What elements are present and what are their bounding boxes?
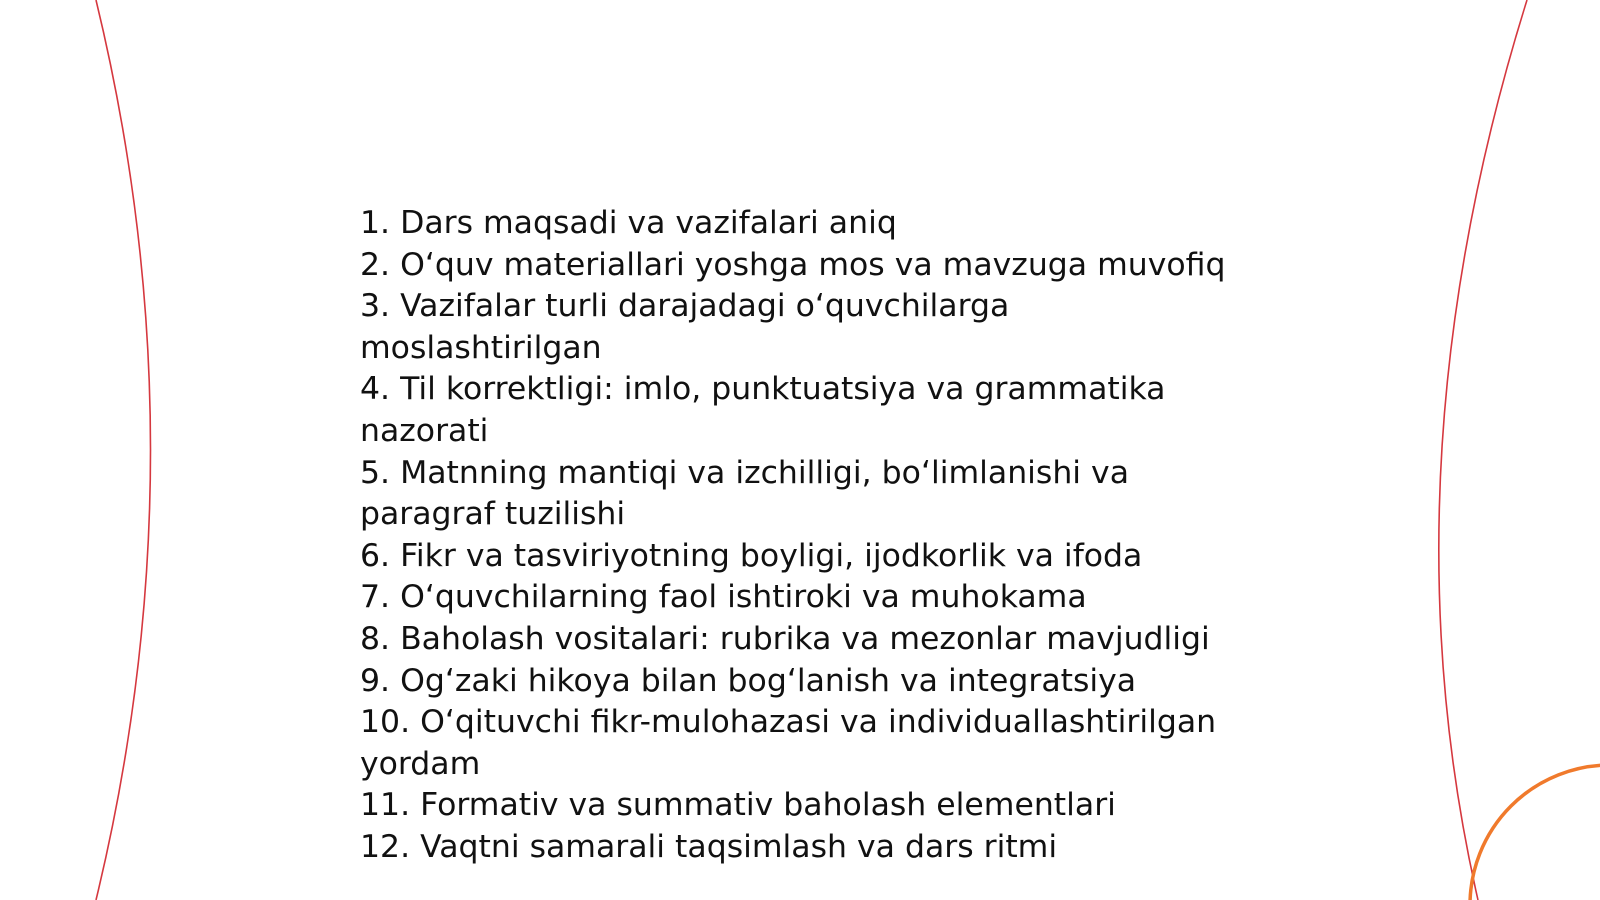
list-item-4: 4. Til korrektligi: imlo, punktuatsiya va grammatika nazorati	[360, 371, 1166, 449]
list-item-8: 8. Baholash vositalari: rubrika va mezonlar mavjudligi	[360, 620, 1210, 657]
left-decorative-curve	[96, 0, 151, 900]
list-item-9: 9. Og‘zaki hikoya bilan bog‘lanish va integratsiya	[360, 662, 1137, 699]
list-item-12: 12. Vaqtni samarali taqsimlash va dars ritmi	[360, 828, 1058, 865]
list-item-6: 6. Fikr va tasviriyotning boyligi, ijodkorlik va ifoda	[360, 537, 1143, 574]
list-item-3: 3. Vazifalar turli darajadagi o‘quvchilarga moslashtirilgan	[360, 288, 1010, 366]
right-decorative-curve	[1439, 0, 1527, 900]
list-item-1: 1. Dars maqsadi va vazifalari aniq	[360, 205, 897, 241]
list-item-5: 5. Matnning mantiqi va izchilligi, bo‘limlanishi va paragraf tuzilishi	[360, 454, 1129, 533]
bottom-right-orange-arc	[1470, 765, 1600, 900]
list-item-10: 10. O‘qituvchi fikr-mulohazasi va individuallashtirilgan yordam	[360, 704, 1217, 782]
list-item-2: 2. O‘quv materiallari yoshga mos va mavzuga muvofiq	[360, 246, 1226, 283]
list-item-11: 11. Formativ va summativ baholash elementlari	[360, 787, 1116, 824]
list-item-7: 7. O‘quvchilarning faol ishtiroki va muhokama	[360, 579, 1087, 616]
criteria-list	[360, 203, 1260, 869]
